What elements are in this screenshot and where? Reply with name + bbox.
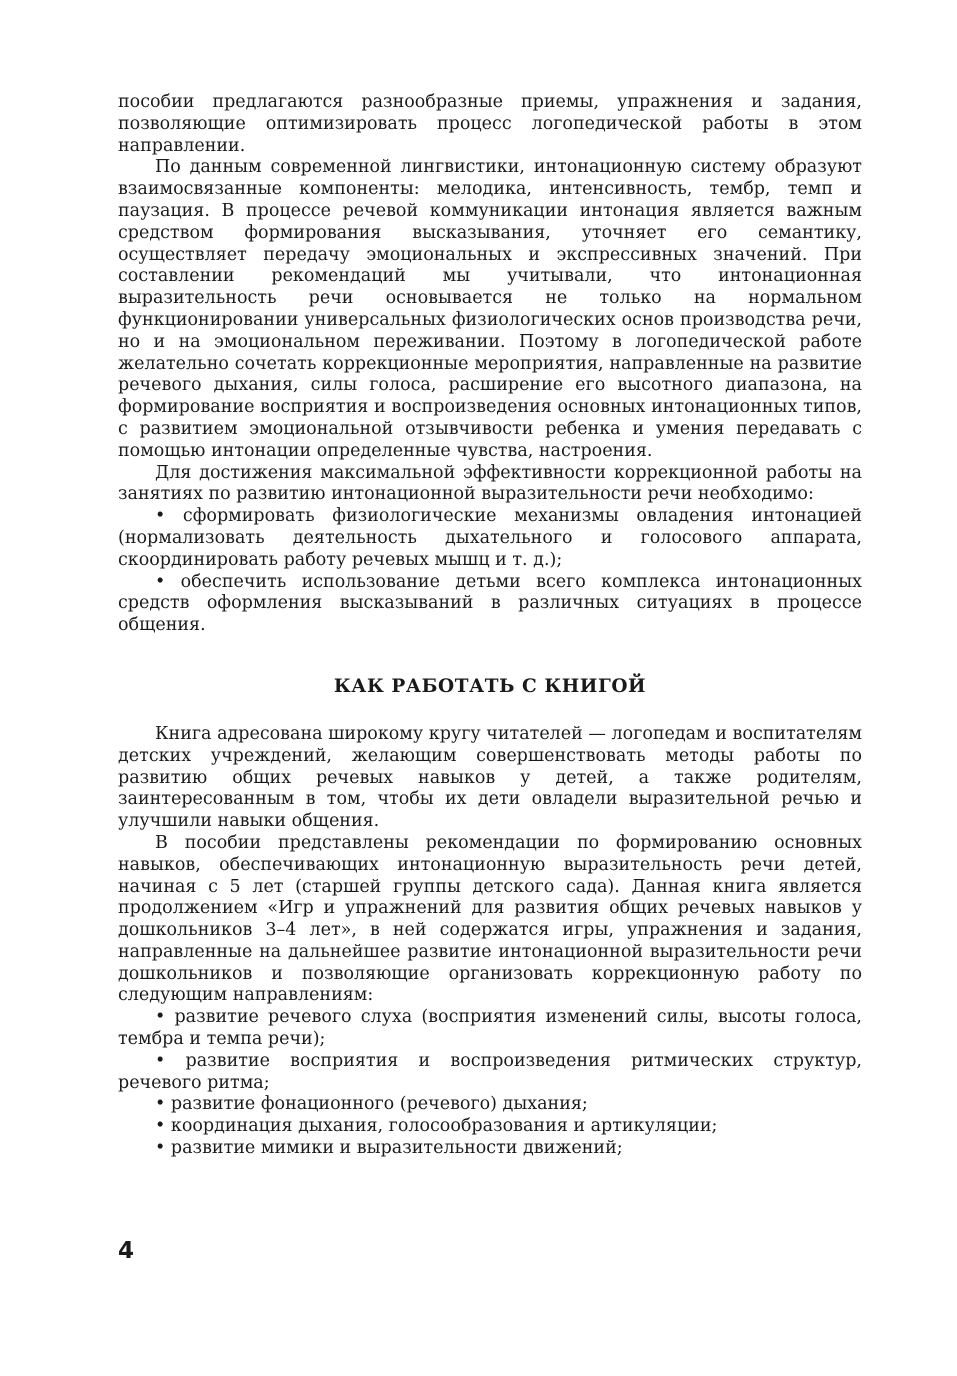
bullet-mimicry: • развитие мимики и выразительности движений; <box>155 1138 623 1159</box>
page-body <box>118 92 862 1160</box>
page-number: 4 <box>118 1238 135 1264</box>
paragraph-intonation-system: По данным современной лингвистики, интонационную систему образуют взаимосвязанные компоненты: мелодика, интенсивность, тембр, темп и паузация. В процессе речевой коммуникации интонация является важным средством формирования высказывания, уточняет его семантику, осуществляет передачу эмоциональных и экспрессивных значений. При составлении рекомендаций мы учитывали, что интонационная выразительность речи основывается не только на нормальном функционировании универсальных физиологических основ производства речи, но и на эмоциональном переживании. Поэтому в логопедической работе желательно сочетать коррекционные мероприятия, направленные на развитие речевого дыхания, силы голоса, расширение его высотного диапазона, на формирование восприятия и воспроизведения основных интонационных типов, с развитием эмоциональной отзывчивости ребенка и умения передавать с помощью интонации определенные чувства, настроения. <box>118 157 862 461</box>
bullet-breathing: • развитие фонационного (речевого) дыхания; <box>155 1094 588 1115</box>
bullet-speech-hearing: • развитие речевого слуха (восприятия изменений силы, высоты голоса, тембра и темпа речи); <box>118 1007 862 1050</box>
bullet-rhythm: • развитие восприятия и воспроизведения ритмических структур, речевого ритма; <box>118 1050 862 1093</box>
paragraph-recommendations: В пособии представлены рекомендации по формированию основных навыков, обеспечивающих интонационную выразительность речи детей, начиная с 5 лет (старшей группы детского сада). Данная книга является продолжением «Игр и упражнений для развития общих речевых навыков у дошкольников 3–4 лет», в ней содержатся игры, упражнения и задания, направленные на дальнейшее развитие интонационной выразительности речи дошкольников и позволяющие организовать коррекционную работу по следующим направлениям: <box>118 832 862 1006</box>
paragraph-efficiency: Для достижения максимальной эффективности коррекционной работы на занятиях по развитию интонационной выразительности речи необходимо: <box>118 462 862 505</box>
bullet-physiological-mechanisms: • сформировать физиологические механизмы овладения интонацией (нормализовать деятельность дыхательного и голосового аппарата, скоординировать работу речевых мышц и т. д.); <box>118 506 862 570</box>
bullet-coordination: • координация дыхания, голосообразования и артикуляции; <box>155 1116 718 1137</box>
section-heading: КАК РАБОТАТЬ С КНИГОЙ <box>333 675 647 697</box>
paragraph-continuation: пособии предлагаются разнообразные приемы, упражнения и задания, позволяющие оптимизировать процесс логопедической работы в этом направлении. <box>118 92 862 156</box>
bullet-intonation-means: • обеспечить использование детьми всего комплекса интонационных средств оформления высказываний в различных ситуациях в процессе общения. <box>118 571 862 636</box>
paragraph-audience: Книга адресована широкому кругу читателей — логопедам и воспитателям детских учреждений, желающим совершенствовать методы работы по развитию общих речевых навыков у детей, а также родителям, заинтересованным в том, чтобы их дети овладели выразительной речью и улучшили навыки общения. <box>118 723 862 832</box>
